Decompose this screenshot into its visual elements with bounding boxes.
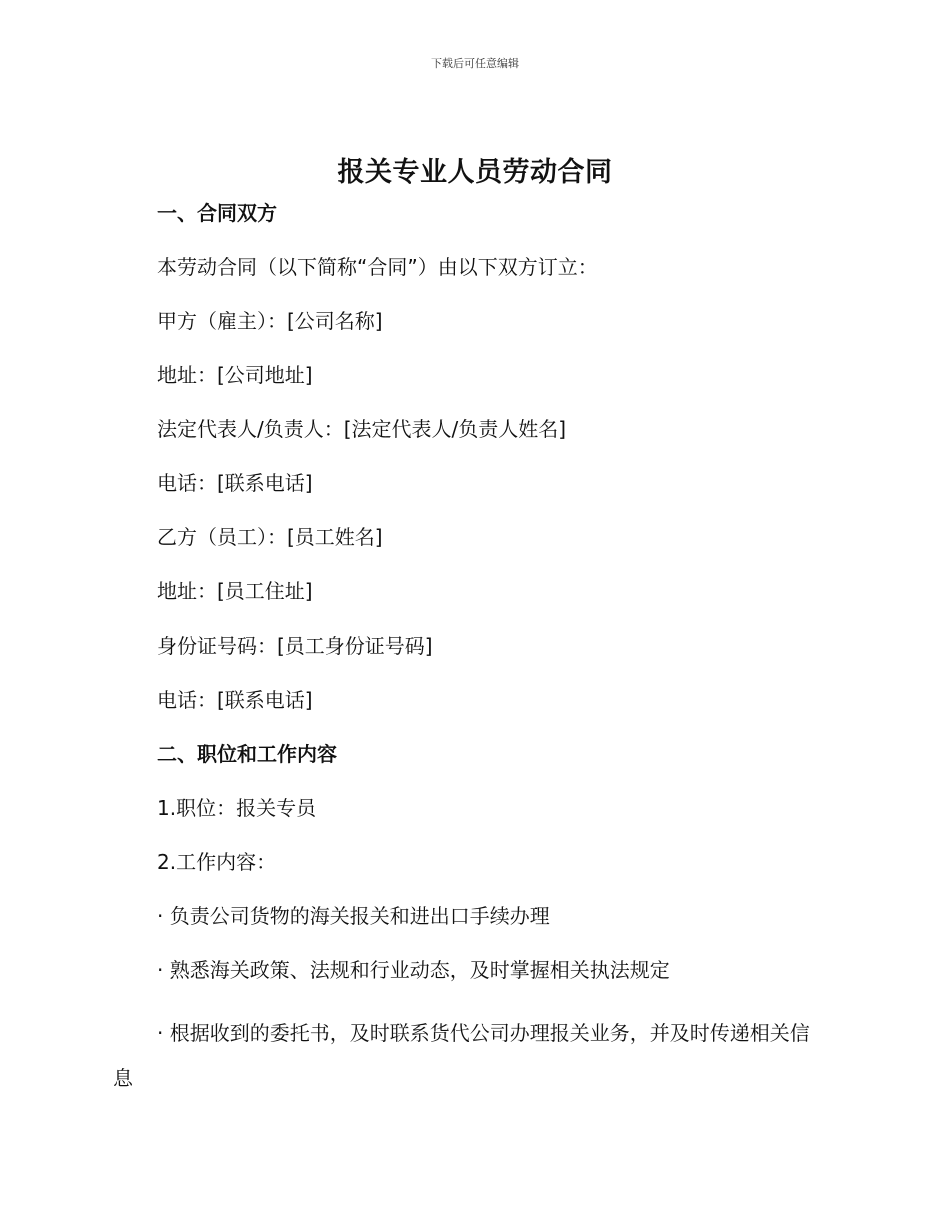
- position-item: 1.职位：报关专员: [157, 796, 317, 820]
- party-a-phone: 电话：[联系电话]: [157, 471, 313, 495]
- section-heading-position: 二、职位和工作内容: [157, 742, 337, 766]
- section-heading-parties: 一、合同双方: [157, 201, 277, 225]
- contract-intro: 本劳动合同（以下简称“合同”）由以下双方订立：: [157, 255, 598, 279]
- party-a-address: 地址：[公司地址]: [157, 363, 313, 387]
- duties-label: 2.工作内容：: [157, 850, 277, 874]
- party-b-name: 乙方（员工）：[员工姓名]: [157, 525, 383, 549]
- duty-item-2: · 熟悉海关政策、法规和行业动态，及时掌握相关执法规定: [157, 958, 670, 982]
- party-a-representative: 法定代表人/负责人：[法定代表人/负责人姓名]: [157, 417, 567, 441]
- party-b-id-number: 身份证号码：[员工身份证号码]: [157, 634, 433, 658]
- party-b-phone: 电话：[联系电话]: [157, 688, 313, 712]
- party-a-name: 甲方（雇主）：[公司名称]: [157, 309, 383, 333]
- duty-item-1: · 负责公司货物的海关报关和进出口手续办理: [157, 904, 550, 928]
- duty-item-3: · 根据收到的委托书，及时联系货代公司办理报关业务，并及时传递相关信息: [113, 1021, 810, 1090]
- document-title: 报关专业人员劳动合同: [337, 157, 613, 188]
- party-b-address: 地址：[员工住址]: [157, 579, 313, 603]
- header-note: 下载后可任意编辑: [431, 57, 519, 70]
